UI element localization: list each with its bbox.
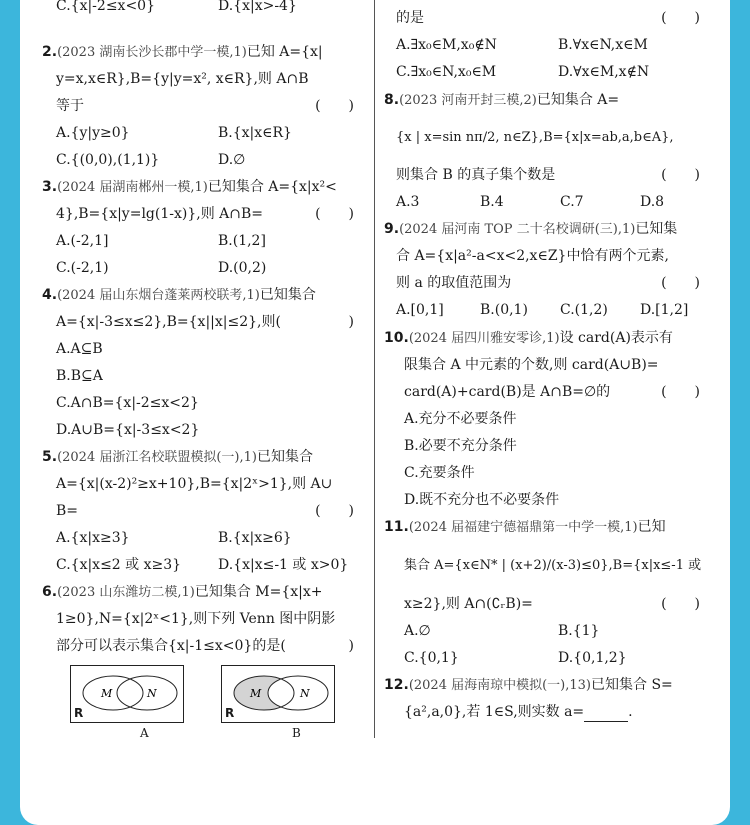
venn-a-set-m <box>83 676 143 710</box>
venn-a-m-label: M <box>101 687 113 700</box>
q11-source: (2024 届福建宁德福鼎第一中学一模,1) <box>408 520 638 535</box>
q9-stem-line3 <box>396 273 708 293</box>
venn-diagram-a[interactable] <box>70 665 184 723</box>
q5-option-d[interactable]: D.{x|x≤-1 或 x>0} <box>218 557 349 573</box>
q8-option-a[interactable]: A.3 <box>396 194 420 210</box>
q11-stem-line1 <box>384 517 666 538</box>
q11-option-b[interactable]: B.{1} <box>558 623 600 639</box>
q2-text: 已知 A={x| <box>246 44 323 60</box>
q2-stem-line3 <box>56 96 362 116</box>
q5-answer-paren[interactable]: ( ) <box>315 503 354 519</box>
q4-source: (2024 届山东烟台蓬莱两校联考,1) <box>57 288 260 303</box>
q4-stem-line2 <box>56 312 362 332</box>
q4-option-d[interactable]: D.A∪B={x|-3≤x<2} <box>56 422 200 438</box>
q7-option-a[interactable]: A.∃x₀∈M,x₀∉N <box>396 37 497 53</box>
q2-stem-line1 <box>42 42 362 63</box>
q12-text: 已知集合 S= <box>591 677 673 693</box>
q10-source: (2024 届四川雅安零诊,1) <box>408 331 560 346</box>
q12-stem-line1 <box>384 675 673 696</box>
q11-text3: x≥2},则 A∩(∁ᵣB)= <box>404 596 533 612</box>
venn-a-caption: A <box>140 726 149 740</box>
q2-answer-paren[interactable]: ( ) <box>315 98 354 114</box>
q5-text3: B= <box>56 503 79 519</box>
q7-option-c[interactable]: C.∃x₀∈N,x₀∈M <box>396 64 497 80</box>
q5-option-c[interactable]: C.{x|x≤2 或 x≥3} <box>56 557 182 573</box>
q8-stem-line3 <box>396 165 708 185</box>
q3-stem-line1 <box>42 177 337 198</box>
q5-option-a[interactable]: A.{x|x≥3} <box>56 530 130 546</box>
venn-diagram-b[interactable] <box>221 665 335 723</box>
q8-stem-line1 <box>384 90 619 111</box>
q9-stem-line2: 合 A={x|a²-a<x<2,x∈Z}中恰有两个元素, <box>396 248 669 264</box>
q5-stem-line1 <box>42 447 313 468</box>
q7-text: 的是 <box>396 10 424 26</box>
venn-b-n-label: N <box>300 687 310 700</box>
venn-b-caption: B <box>292 726 301 740</box>
q3-text2: 4},B={x|y=lg(1-x)},则 A∩B= <box>56 206 264 222</box>
q6-number: 6. <box>42 584 58 600</box>
q9-answer-paren[interactable]: ( ) <box>661 275 700 291</box>
q1-option-c[interactable]: C.{x|-2≤x<0} <box>56 0 155 14</box>
q4-text: 已知集合 <box>259 287 316 303</box>
q9-source: (2024 届河南 TOP 二十名校调研(三),1) <box>399 222 636 237</box>
q9-option-b[interactable]: B.(0,1) <box>480 302 528 318</box>
q8-option-b[interactable]: B.4 <box>480 194 504 210</box>
q10-stem-line3 <box>404 382 708 402</box>
page <box>20 0 730 825</box>
q7-answer-paren[interactable]: ( ) <box>661 10 700 26</box>
q8-source: (2023 河南开封三模,2) <box>399 93 537 108</box>
q11-number: 11. <box>384 519 409 535</box>
column-divider <box>374 0 375 738</box>
q3-source: (2024 届湖南郴州一模,1) <box>57 180 208 195</box>
q2-option-d[interactable]: D.∅ <box>218 152 246 168</box>
q4-stem-line1 <box>42 285 316 306</box>
q4-option-c[interactable]: C.A∩B={x|-2≤x<2} <box>56 395 199 411</box>
q6-stem-line2: 1≥0},N={x|2ˣ<1},则下列 Venn 图中阴影 <box>56 611 336 627</box>
q9-text3: 则 a 的取值范围为 <box>396 275 512 291</box>
q6-stem-line1 <box>42 582 323 603</box>
q7-stem-tail <box>396 8 708 28</box>
q3-stem-line2 <box>56 204 362 224</box>
q5-number: 5. <box>42 449 58 465</box>
q12-number: 12. <box>384 677 409 693</box>
q2-option-a[interactable]: A.{y|y≥0} <box>56 125 130 141</box>
q5-option-b[interactable]: B.{x|x≥6} <box>218 530 292 546</box>
q1-option-d[interactable]: D.{x|x>-4} <box>218 0 297 14</box>
q8-answer-paren[interactable]: ( ) <box>661 167 700 183</box>
q10-option-a[interactable]: A.充分不必要条件 <box>404 411 517 427</box>
q10-answer-paren[interactable]: ( ) <box>661 384 700 400</box>
q12-source: (2024 届海南琼中模拟(一),13) <box>408 678 591 693</box>
q12-answer-blank[interactable] <box>584 707 628 722</box>
q11-option-a[interactable]: A.∅ <box>404 623 431 639</box>
q3-answer-paren[interactable]: ( ) <box>315 206 354 222</box>
venn-b-universe-label: R <box>225 706 235 720</box>
q4-text2: A={x|-3≤x≤2},B={x||x|≤2},则( <box>56 314 281 330</box>
q12-period: . <box>628 704 633 720</box>
q4-option-b[interactable]: B.B⊆A <box>56 368 103 384</box>
q12-text2: {a²,a,0},若 1∈S,则实数 a= <box>404 704 585 720</box>
q10-stem-line2: 限集合 A 中元素的个数,则 card(A∪B)= <box>404 357 659 373</box>
q6-stem-line3 <box>56 636 362 656</box>
q10-text: 设 card(A)表示有 <box>559 330 673 346</box>
q3-number: 3. <box>42 179 58 195</box>
q7-option-b[interactable]: B.∀x∈N,x∈M <box>558 37 648 53</box>
q11-answer-paren[interactable]: ( ) <box>661 596 700 612</box>
q11-stem-line3 <box>404 594 708 614</box>
q8-text: 已知集合 A= <box>536 92 620 108</box>
q4-number: 4. <box>42 287 58 303</box>
q9-option-a[interactable]: A.[0,1] <box>396 302 444 318</box>
q5-text: 已知集合 <box>256 449 313 465</box>
q4-answer-paren[interactable]: ) <box>348 314 354 330</box>
venn-a-svg <box>71 666 183 722</box>
q12-stem-line2 <box>404 702 633 722</box>
q3-option-d[interactable]: D.(0,2) <box>218 260 267 276</box>
q9-option-c[interactable]: C.(1,2) <box>560 302 608 318</box>
q2-option-b[interactable]: B.{x|x∈R} <box>218 125 292 141</box>
q2-option-c[interactable]: C.{(0,0),(1,1)} <box>56 152 160 168</box>
venn-b-svg <box>222 666 334 722</box>
q3-option-b[interactable]: B.(1,2] <box>218 233 266 249</box>
q9-text: 已知集 <box>635 221 678 237</box>
q8-option-d[interactable]: D.8 <box>640 194 665 210</box>
q2-number: 2. <box>42 44 58 60</box>
q8-option-c[interactable]: C.7 <box>560 194 584 210</box>
q9-stem-line1 <box>384 219 677 240</box>
q6-answer-paren[interactable]: ) <box>348 638 354 654</box>
venn-a-n-label: N <box>147 687 157 700</box>
q11-text: 已知 <box>637 519 666 535</box>
q2-text3: 等于 <box>56 98 84 114</box>
q5-stem-line2: A={x|(x-2)²≥x+10},B={x|2ˣ>1},则 A∪ <box>56 476 333 492</box>
q10-stem-line1 <box>384 328 673 349</box>
q8-text3: 则集合 B 的真子集个数是 <box>396 167 556 183</box>
q10-option-c[interactable]: C.充要条件 <box>404 465 475 481</box>
q8-number: 8. <box>384 92 400 108</box>
q6-text3: 部分可以表示集合{x|-1≤x<0}的是( <box>56 638 286 654</box>
q10-number: 10. <box>384 330 409 346</box>
q3-option-c[interactable]: C.(-2,1) <box>56 260 109 276</box>
q6-text: 已知集合 M={x|x+ <box>194 584 323 600</box>
q10-option-b[interactable]: B.必要不充分条件 <box>404 438 517 454</box>
q8-stem-line2: {x | x=sin nπ/2, n∈Z},B={x|x=ab,a,b∈A}, <box>396 130 674 145</box>
q11-stem-line2: 集合 A={x∈N* | (x+2)/(x-3)≤0},B={x|x≤-1 或 <box>404 558 702 573</box>
q11-option-d[interactable]: D.{0,1,2} <box>558 650 627 666</box>
q10-text3: card(A)+card(B)是 A∩B=∅的 <box>404 384 611 400</box>
q9-option-d[interactable]: D.[1,2] <box>640 302 689 318</box>
q5-stem-line3 <box>56 501 362 521</box>
q3-option-a[interactable]: A.(-2,1] <box>56 233 109 249</box>
q3-text: 已知集合 A={x|x²< <box>207 179 337 195</box>
q2-source: (2023 湖南长沙长郡中学一模,1) <box>57 45 247 60</box>
q6-source: (2023 山东潍坊二模,1) <box>57 585 195 600</box>
q10-option-d[interactable]: D.既不充分也不必要条件 <box>404 492 560 508</box>
q7-option-d[interactable]: D.∀x∈M,x∉N <box>558 64 650 80</box>
venn-a-universe-label: R <box>74 706 84 720</box>
q9-number: 9. <box>384 221 400 237</box>
q5-source: (2024 届浙江名校联盟模拟(一),1) <box>57 450 257 465</box>
q11-option-c[interactable]: C.{0,1} <box>404 650 459 666</box>
q4-option-a[interactable]: A.A⊆B <box>56 341 103 357</box>
q2-stem-line2: y=x,x∈R},B={y|y=x², x∈R},则 A∩B <box>56 71 309 87</box>
venn-b-m-label: M <box>250 687 262 700</box>
